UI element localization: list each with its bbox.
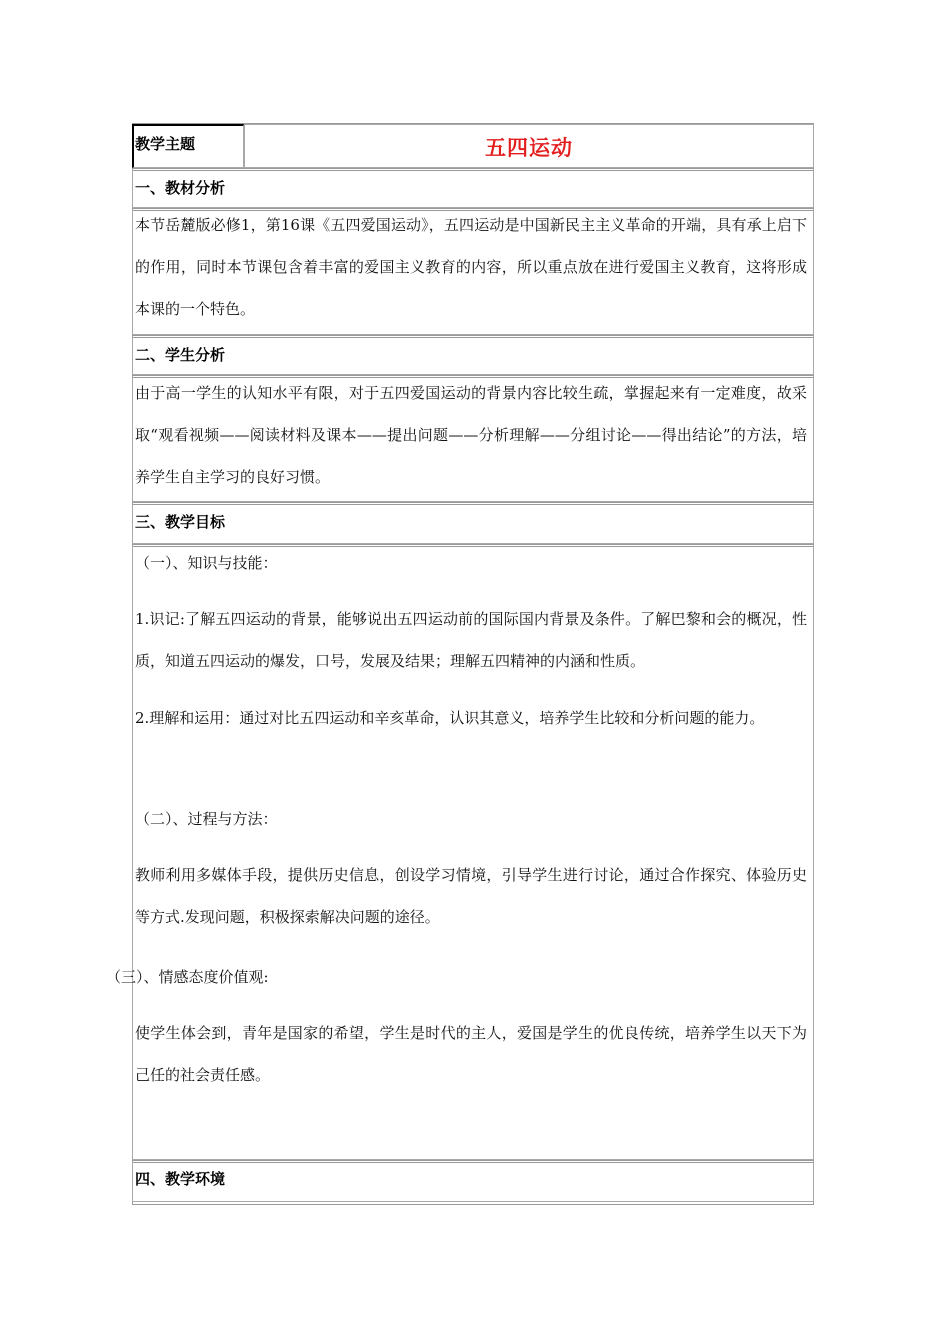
process-text: 教师利用多媒体手段，提供历史信息，创设学习情境，引导学生进行讨论，通过合作探究、体验历史等方式.发现问题，积极探索解决问题的途径。: [135, 866, 807, 926]
knowledge-heading: （一）、知识与技能：: [135, 554, 278, 572]
page-title: 五四运动: [485, 136, 573, 160]
process-heading: （二）、过程与方法：: [135, 810, 278, 828]
material-heading: 一、教材分析: [135, 179, 226, 197]
material-heading-row: [132, 168, 814, 208]
material-text: 本节岳麓版必修1，第16课《五四爱国运动》，五四运动是中国新民主主义革命的开端，具有承上启下的作用，同时本节课包含着丰富的爱国主义教育的内容，所以重点放在进行爱国主义教育，这将形成本课的一个特色。: [135, 216, 807, 318]
goals-heading-row: [132, 502, 814, 544]
students-heading: 二、学生分析: [135, 346, 226, 364]
knowledge-item-2: 2.理解和运用：通过对比五四运动和辛亥革命，认识其意义，培养学生比较和分析问题的能力。: [135, 709, 765, 727]
environment-heading-row: [132, 1160, 814, 1202]
environment-heading: 四、教学环境: [135, 1170, 226, 1188]
emotion-text: 使学生体会到，青年是国家的希望，学生是时代的主人，爱国是学生的优良传统，培养学生以天下为己任的社会责任感。: [135, 1024, 807, 1084]
topic-label: 教学主题: [135, 135, 196, 153]
students-heading-row: [132, 335, 814, 375]
students-text: 由于高一学生的认知水平有限，对于五四爱国运动的背景内容比较生疏，掌握起来有一定难度，故采取“观看视频——阅读材料及课本——提出问题——分析理解——分组讨论——得出结论”的方法，培养学生自主学习的良好习惯。: [135, 384, 807, 486]
goals-heading: 三、教学目标: [135, 513, 226, 531]
knowledge-item-1: 1.识记:了解五四运动的背景，能够说出五四运动前的国际国内背景及条件。了解巴黎和会的概况，性质，知道五四运动的爆发，口号，发展及结果；理解五四精神的内涵和性质。: [135, 610, 807, 670]
emotion-heading: （三）、情感态度价值观:: [106, 968, 269, 986]
